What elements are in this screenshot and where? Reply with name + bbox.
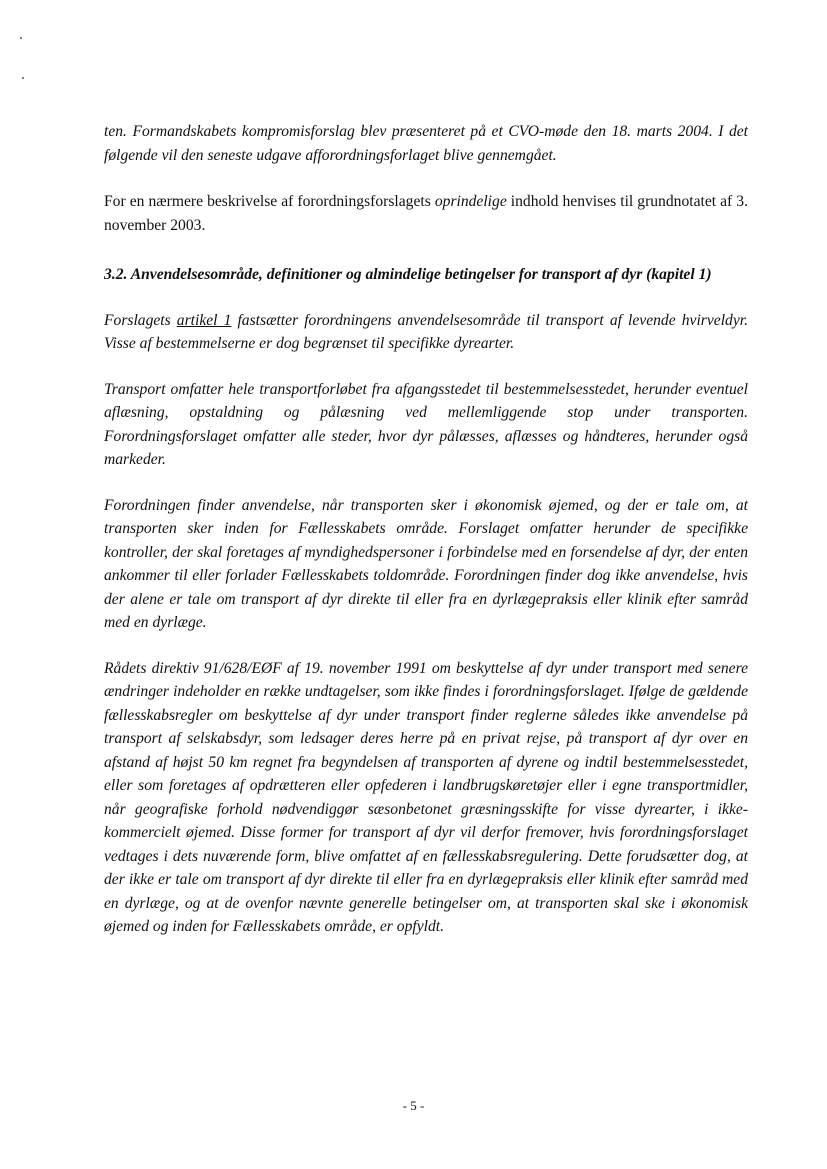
paragraph-reference-text: indhold henvises til grundnotatet af 3. november 2003. xyxy=(104,193,748,234)
page-number: - 5 - xyxy=(402,1098,425,1113)
paragraph-directive: Rådets direktiv 91/628/EØF af 19. november 1991 om beskyttelse af dyr under transport med senere ændringer indeholder en række undtagelser, som ikke findes i forordningsforslaget. Ifølge de gældende fællesskabsregler om beskyttelse af dyr under transport finder reglerne således ikke anvendelse på transport af selskabsdyr, som ledsager deres herre på en privat rejse, på transport af dyr over en afstand af højst 50 km regnet fra begyndelsen af transporten af dyrene og indtil bestemmelsesstedet, eller som foretages af opdrætteren eller opfederen i landbrugskøretøjer eller i egne transportmidler, når geografiske forhold nødvendiggør sæsonbetonet græsningsskifte for visse dyrearter, i ikke-kommercielt øjemed. Disse former for transport af dyr vil derfor fremover, hvis forordningsforslaget vedtages i dets nuværende form, blive omfattet af en fællesskabsregulering. Dette forudsætter dog, at der ikke er tale om transport af dyr direkte til eller fra en dyrlægepraksis eller klinik efter samråd med en dyrlæge, og at de ovenfor nævnte generelle betingelser om, at transporten skal ske i økonomisk øjemed og inden for Fællesskabets område, er opfyldt. xyxy=(104,659,748,935)
paragraph-article-1 xyxy=(104,309,748,356)
article-reference: artikel 1 xyxy=(176,311,232,329)
paragraph-text: fastsætter forordningens anvendelsesområde til transport af levende hvirveldyr. Visse af bestemmelserne er dog begrænset til specifikke dyrearter. xyxy=(104,311,748,352)
paragraph-text: Forslagets xyxy=(104,311,177,329)
paragraph-intro-continuation: ten. Formandskabets kompromisforslag blev præsenteret på et CVO-møde den 18. marts 2004. I det følgende vil den seneste udgave afforordningsforlaget blive gennemgået. xyxy=(104,123,748,164)
paragraph-transport-scope: Transport omfatter hele transportforløbet fra afgangsstedet til bestemmelsesstedet, herunder eventuel aflæsning, opstaldning og pålæsning ved mellemliggende stop under transporten. Forordningsforslaget omfatter alle steder, hvor dyr pålæsses, aflæsses og håndteres, herunder også markeder. xyxy=(104,380,748,468)
paragraph-reference-emphasis: oprindelige xyxy=(434,193,507,210)
scan-speck xyxy=(22,77,24,79)
paragraph-application: Forordningen finder anvendelse, når transporten sker i økonomisk øjemed, og der er tale om, at transporten sker inden for Fællesskabets område. Forslaget omfatter herunder de specifikke kontroller, der skal foretages af myndighedspersoner i forbindelse med en forsendelse af dyr, der enten ankommer til eller forlader Fællesskabets toldområde. Forordningen finder dog ikke anvendelse, hvis der alene er tale om transport af dyr direkte til eller fra en dyrlægepraksis eller klinik efter samråd med en dyrlæge. xyxy=(104,496,748,631)
section-heading: 3.2. Anvendelsesområde, definitioner og almindelige betingelser for transport af dyr (kapitel 1) xyxy=(104,266,712,283)
document-body xyxy=(104,120,748,939)
paragraph-reference xyxy=(104,190,748,237)
scan-speck xyxy=(20,37,22,39)
paragraph-reference-text: For en nærmere beskrivelse af forordningsforslagets xyxy=(104,193,435,210)
